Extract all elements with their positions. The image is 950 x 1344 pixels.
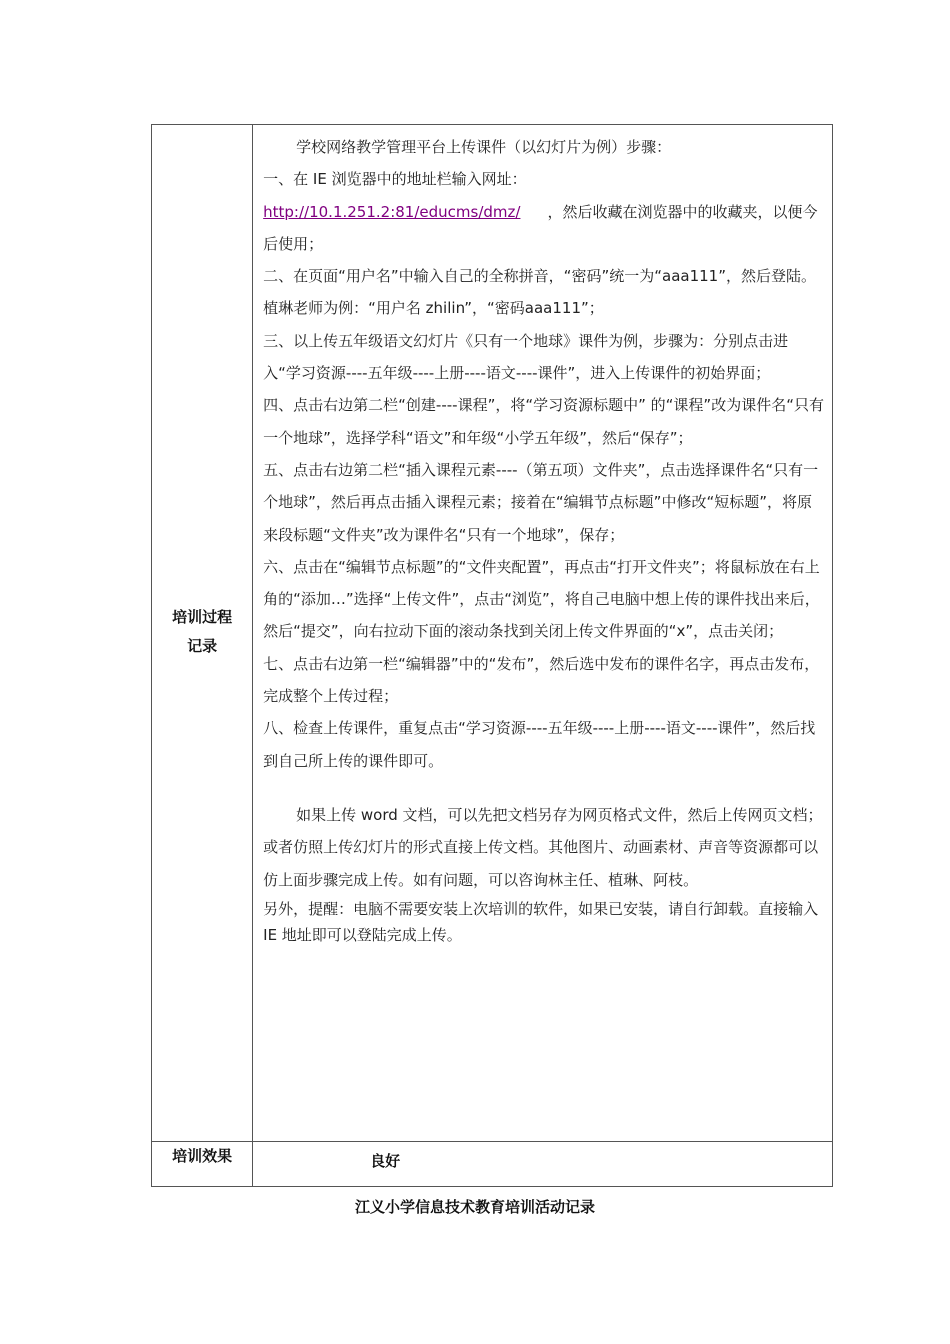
effect-value: 良好 — [253, 1142, 833, 1187]
process-content-cell — [253, 125, 833, 1142]
step-2: 二、在页面“用户名”中输入自己的全称拼音，“密码”统一为“aaa111”，然后登陆。植琳老师为例：“用户名 zhilin”，“密码aaa111”； — [263, 267, 816, 318]
platform-url-link[interactable]: http://10.1.251.2:81/educms/dmz/ — [263, 202, 521, 221]
step-7: 七、点击右边第一栏“编辑器”中的“发布”，然后选中发布的课件名字，再点击发布，完成整个上传过程； — [263, 654, 820, 706]
step-4: 四、点击右边第二栏“创建----课程”，将“学习资源标题中” 的“课程”改为课件名“只有一个地球”，选择学科“语文”和年级“小学五年级”，然后“保存”； — [263, 396, 824, 447]
process-row — [152, 125, 833, 1142]
reminder-text: 另外，提醒：电脑不需要安装上次培训的软件，如果已安装，请自行卸载。直接输入 IE 地址即可以登陆完成上传。 — [263, 899, 819, 944]
step-1-suffix: ，然后收藏在浏览器中的收藏夹，以便今后使用； — [263, 202, 818, 253]
training-record-table — [151, 124, 833, 1187]
footer-title: 江义小学信息技术教育培训活动记录 — [354, 1198, 595, 1216]
effect-row — [152, 1142, 833, 1187]
intro-text: 学校网络教学管理平台上传课件（以幻灯片为例）步骤： — [296, 138, 672, 156]
effect-label: 培训效果 — [152, 1142, 253, 1187]
step-5: 五、点击右边第二栏“插入课程元素----（第五项）文件夹”，点击选择课件名“只有一个地球”，然后再点击插入课程元素；接着在“编辑节点标题”中修改“短标题”，将原来段标题“文件夹”改为课件名“只有一个地球”，保存； — [263, 460, 819, 544]
process-label: 培训过程 记录 — [172, 608, 233, 655]
step-1 — [263, 163, 824, 260]
process-label-cell — [152, 125, 253, 1142]
word-upload-note: 如果上传 word 文档，可以先把文档另存为网页格式文件，然后上传网页文档；或者仿照上传幻灯片的形式直接上传文档。其他图片、动画素材、声音等资源都可以仿上面步骤完成上传。如有问题，可以咨询林主任、植琳、阿枝。 — [263, 805, 823, 889]
process-content — [253, 125, 832, 948]
step-1-text: 一、在 IE 浏览器中的地址栏输入网址： — [263, 170, 527, 189]
step-8: 八、检查上传课件，重复点击“学习资源----五年级----上册----语文----课件”，然后找到自己所上传的课件即可。 — [263, 719, 816, 770]
step-6: 六、点击在“编辑节点标题”的“文件夹配置”，再点击“打开文件夹”；将鼠标放在右上角的“添加…”选择“上传文件”，点击“浏览”，将自己电脑中想上传的课件找出来后，然后“提交”，向右拉动下面的滚动条找到关闭上传文件界面的“x”，点击关闭； — [263, 557, 820, 641]
step-3: 三、以上传五年级语文幻灯片《只有一个地球》课件为例，步骤为：分别点击进入“学习资源----五年级----上册----语文----课件”，进入上传课件的初始界面； — [263, 331, 789, 383]
